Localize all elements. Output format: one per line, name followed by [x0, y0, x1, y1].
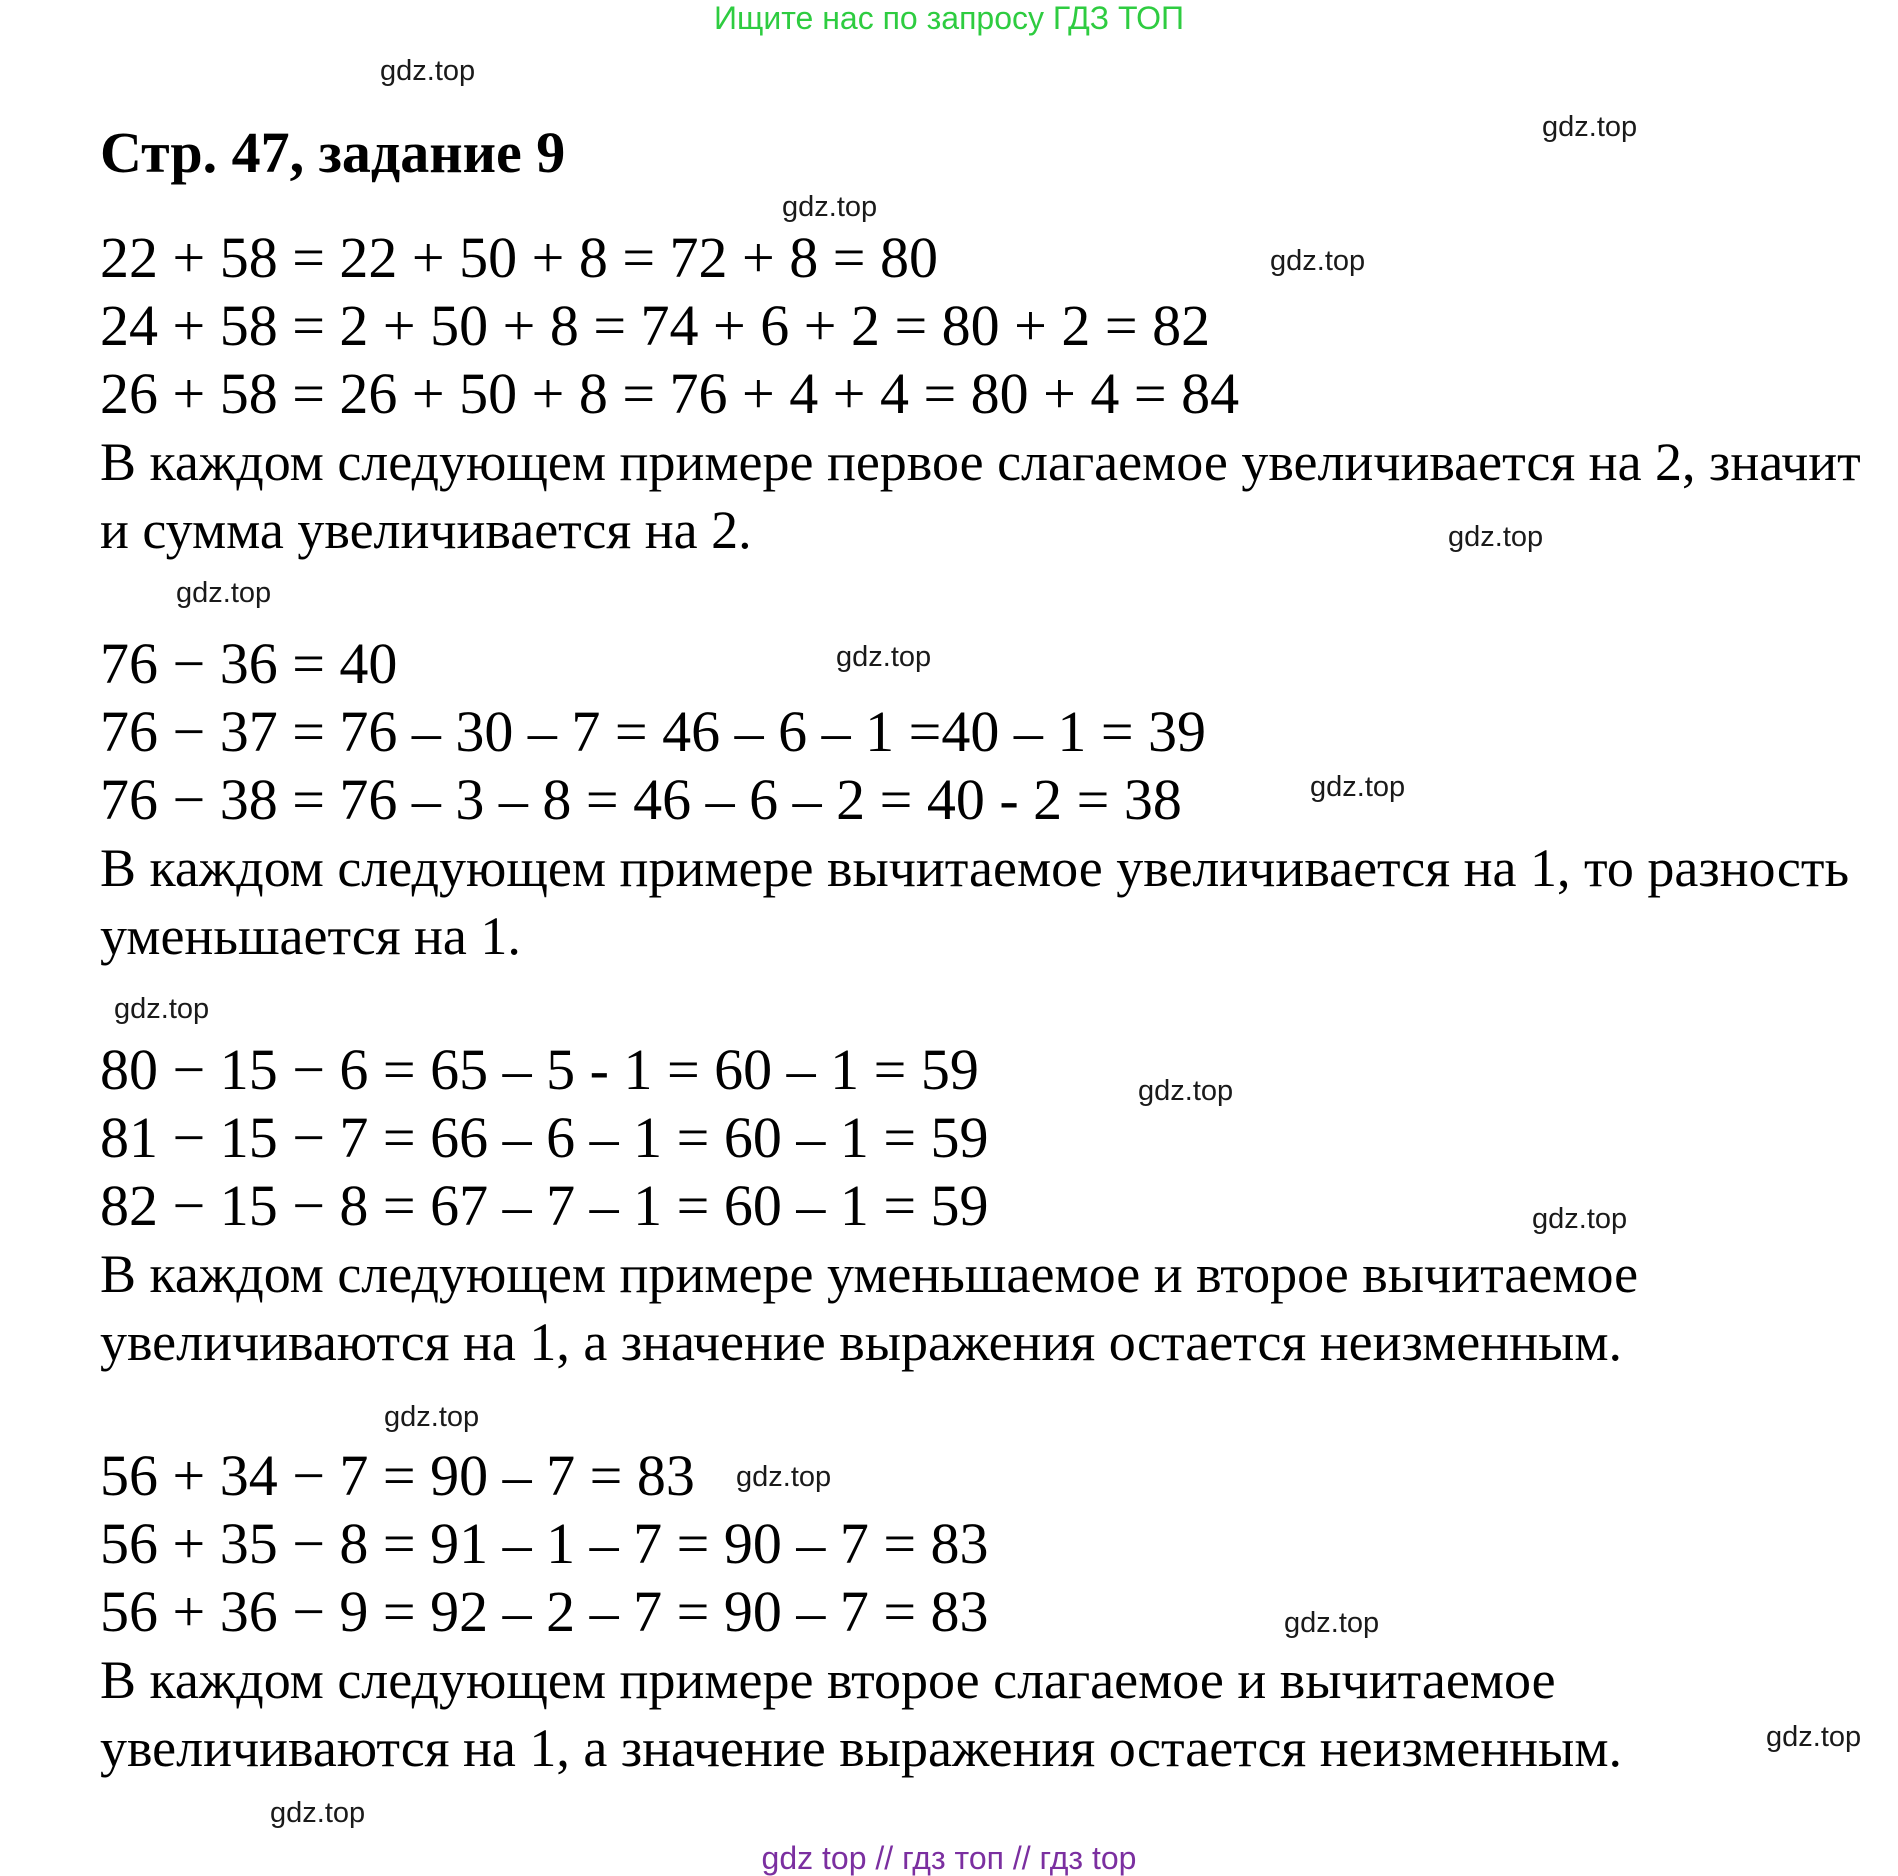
equation-line: 56 + 35 − 8 = 91 – 1 – 7 = 90 – 7 = 83 — [100, 1511, 989, 1576]
watermark: gdz.top — [380, 55, 476, 87]
solution-content — [100, 224, 1880, 1782]
equation-line: 76 − 37 = 76 – 30 – 7 = 46 – 6 – 1 =40 – 1 = 39 — [100, 699, 1207, 764]
example-block-addition — [100, 224, 1880, 564]
watermark: gdz.top — [384, 1401, 480, 1433]
watermark: gdz.top — [782, 191, 878, 223]
top-banner: Ищите нас по запросу ГДЗ ТОП — [714, 0, 1184, 36]
example-block-mixed — [100, 1442, 1880, 1782]
example-block-subtraction — [100, 630, 1880, 970]
watermark: gdz.top — [836, 641, 932, 673]
watermark: gdz.top — [114, 993, 210, 1025]
equation-line: 56 + 34 − 7 = 90 – 7 = 83 — [100, 1443, 695, 1508]
watermark: gdz.top — [1766, 1721, 1862, 1753]
equation-line: 24 + 58 = 2 + 50 + 8 = 74 + 6 + 2 = 80 + 2 = 82 — [100, 293, 1211, 358]
watermark: gdz.top — [270, 1797, 366, 1829]
equation-line: 22 + 58 = 22 + 50 + 8 = 72 + 8 = 80 — [100, 225, 938, 290]
equation-line: 76 − 38 = 76 – 3 – 8 = 46 – 6 – 2 = 40 - 2 = 38 — [100, 767, 1182, 832]
explanation-text: В каждом следующем примере уменьшаемое и второе вычитаемое увеличиваются на 1, а значение выражения остается неизменным. — [100, 1244, 1639, 1372]
equation-line: 26 + 58 = 26 + 50 + 8 = 76 + 4 + 4 = 80 + 4 = 84 — [100, 361, 1240, 426]
footer-watermark: gdz top // гдз топ // гдз top — [761, 1840, 1137, 1876]
watermark: gdz.top — [1532, 1203, 1628, 1235]
equation-line: 81 − 15 − 7 = 66 – 6 – 1 = 60 – 1 = 59 — [100, 1105, 989, 1170]
explanation-text: В каждом следующем примере вычитаемое увеличивается на 1, то разность уменьшается на 1. — [100, 838, 1850, 966]
watermark: gdz.top — [1284, 1607, 1380, 1639]
watermark: gdz.top — [1542, 111, 1638, 143]
equation-line: 82 − 15 − 8 = 67 – 7 – 1 = 60 – 1 = 59 — [100, 1173, 989, 1238]
watermark: gdz.top — [1270, 245, 1366, 277]
equation-line: 76 − 36 = 40 — [100, 631, 398, 696]
watermark: gdz.top — [736, 1461, 832, 1493]
explanation-text: В каждом следующем примере второе слагаемое и вычитаемое увеличиваются на 1, а значение выражения остается неизменным. — [100, 1650, 1622, 1778]
equation-line: 56 + 36 − 9 = 92 – 2 – 7 = 90 – 7 = 83 — [100, 1579, 989, 1644]
equation-line: 80 − 15 − 6 = 65 – 5 - 1 = 60 – 1 = 59 — [100, 1037, 979, 1102]
explanation-text: В каждом следующем примере первое слагаемое увеличивается на 2, значит и сумма увеличивается на 2. — [100, 432, 1861, 560]
watermark: gdz.top — [1138, 1075, 1234, 1107]
watermark: gdz.top — [1448, 521, 1544, 553]
watermark: gdz.top — [1310, 771, 1406, 803]
watermark: gdz.top — [176, 577, 272, 609]
page-title: Стр. 47, задание 9 — [100, 120, 566, 185]
